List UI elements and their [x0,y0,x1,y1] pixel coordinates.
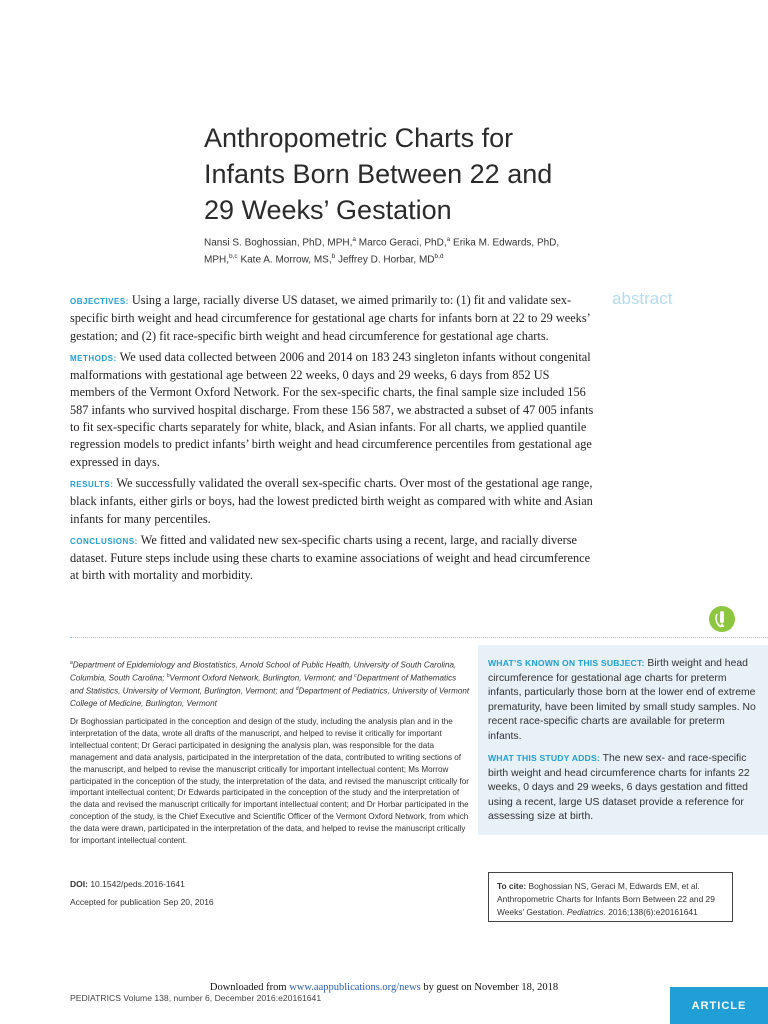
abstract-conclusions [70,532,597,585]
doi-link[interactable]: 10.1542/peds.2016-1641 [87,879,185,889]
download-notice [0,982,768,993]
whats-known-text: Birth weight and head circumference for gestational age charts for preterm infants, particularly those born at the lower end of extreme prematurity, have been limited by small study samples. No recent race-specific charts are available for preterm infants. [488,658,756,742]
article-title [204,120,634,228]
whats-known [488,656,758,744]
study-adds-heading: WHAT THIS STUDY ADDS: [488,753,600,763]
accepted-date: Accepted for publication Sep 20, 2016 [70,897,214,907]
affiliations [70,658,470,709]
results-text: We successfully validated the overall sex-specific charts. Over most of the gestational age range, black infants, either girls or boys, had the lowest predicted birth weight as compared with white and Asian infants for many percentiles. [70,475,593,526]
conclusions-text: We fitted and validated new sex-specific charts using a recent, large, and racially diverse dataset. Future steps include using these charts to examine associations of weight and head circumference at birth with mortality and morbidity. [70,532,591,583]
affiliation-marker: d [295,686,299,693]
study-adds [488,751,758,825]
author-list [204,233,564,268]
journal-info: PEDIATRICS Volume 138, number 6, December 2016:e20161641 [70,993,322,1003]
affiliation-marker: a [352,236,357,243]
affiliation-marker: a [70,660,73,666]
abstract-methods [70,349,597,471]
article-type-badge: ARTICLE [670,987,768,1024]
download-suffix: by guest on November 18, 2018 [420,982,559,993]
title-line: Anthropometric Charts for [204,123,514,153]
doi-label: DOI: [70,879,88,889]
doi [70,879,185,889]
objectives-heading: OBJECTIVES: [70,297,129,306]
author-name: Erika M. Edwards, PhD, [450,237,560,249]
affiliation-marker: b,c [229,253,238,261]
affiliation-marker: a [446,236,451,243]
study-adds-text: The new sex- and race-specific birth weight and head circumference charts for infants 22 weeks, 0 days and 29 weeks, 6 days gestation and fitted using a recent, large US dataset provide a reference for assessing size at birth. [488,753,750,822]
abstract-objectives [70,292,597,345]
affiliation-text: Department of Pediatrics, University of Vermont College of Medicine, Burlington, Vermont [70,687,470,708]
conclusions-heading: CONCLUSIONS: [70,536,138,546]
author-name: MPH, [204,254,229,266]
author-contributions: Dr Boghossian participated in the conception and design of the study, including the analysis plan and in the interpretation of the data, wrote all drafts of the manuscript, and helped to revise it critically for important intellectual content; Dr Geraci participated in designing the analysis plan, was responsible for the data management and data analysis, participated in the interpretation of the data, contributed to writing sections of the manuscript, and helped to revise the manuscript critically for important intellectual content; Ms Morrow participated in the conception of the study, the interpretation of the data, and revised the manuscript critically for important intellectual content; Dr Edwards participated in the conception of the study and the interpretation of the data and revised the manuscript critically for important intellectual content; and Dr Horbar participated in the conception of the study, is the Chief Executive and Scientific Officer of the Vermont Oxford Network, from which the data were drawn, participated in the interpretation of the data, and helped to revise the manuscript critically for important intellectual content. [70,717,469,846]
abstract-label: abstract [612,289,673,308]
methods-heading: METHODS: [70,353,117,363]
affiliation-marker: b [331,253,336,261]
citation-box [488,872,733,922]
section-divider [70,637,768,638]
author-name: Kate A. Morrow, MS, [237,254,332,266]
methods-text: We used data collected between 2006 and 2014 on 183 243 singleton infants without congenital malformations with gestational age between 22 weeks, 0 days and 29 weeks, 6 days from 852 US members of the Vermont Oxford Network. For the sex-specific charts, the final sample size included 156 587 infants who survived hospital discharge. From these 156 587, we abstracted a subset of 47 005 infants to fit sex-specific charts separately for white, black, and Asian infants. For all charts, we applied quantile regression models to predict infants’ birth weight and head circumference percentiles from gestational age expressed in days. [70,349,594,469]
author-name: Marco Geraci, PhD, [356,237,447,249]
affiliation-text: Department of Epidemiology and Biostatistics, Arnold School of Public Health, University of South Carolina, Columbia, South Carolina; [70,660,457,683]
download-link[interactable]: www.aappublications.org/news [289,982,421,993]
results-heading: RESULTS: [70,479,114,489]
summary-content [488,656,758,832]
cite-label: To cite: [497,881,527,891]
title-line: 29 Weeks’ Gestation [204,195,452,225]
objectives-text: Using a large, racially diverse US dataset, we aimed primarily to: (1) fit and validate sex-specific birth weight and head circumference for gestational age charts for infants born at 22 to 29 weeks’ gestation; and (2) fit race-specific birth weight and head circumference for gestational age charts. [70,293,590,343]
affiliation-marker: c [354,673,357,680]
author-name: Nansi S. Boghossian, PhD, MPH, [204,237,353,249]
affiliation-text: Department of Mathematics and Statistics, University of Vermont, Burlington, Vermont; and [70,673,457,697]
abstract-body [70,292,597,589]
download-prefix: Downloaded from [209,982,290,993]
cite-text: Boghossian NS, Geraci M, Edwards EM, et al. Anthropometric Charts for Infants Born Between 22 and 29 Weeks’ Gestation. [497,881,715,917]
cite-journal: Pediatrics. [566,907,606,917]
cite-tail: 2016;138(6):e20161641 [605,907,698,917]
affiliation-marker: b,d [434,253,444,261]
whats-known-heading: WHAT’S KNOWN ON THIS SUBJECT: [488,658,645,668]
pen-logo-icon [709,606,735,632]
title-line: Infants Born Between 22 and [204,159,553,189]
affiliation-marker: b [166,673,170,680]
author-name: Jeffrey D. Horbar, MD [335,254,435,266]
abstract-results [70,475,597,528]
affiliation-text: Vermont Oxford Network, Burlington, Vermont; and [169,673,355,683]
